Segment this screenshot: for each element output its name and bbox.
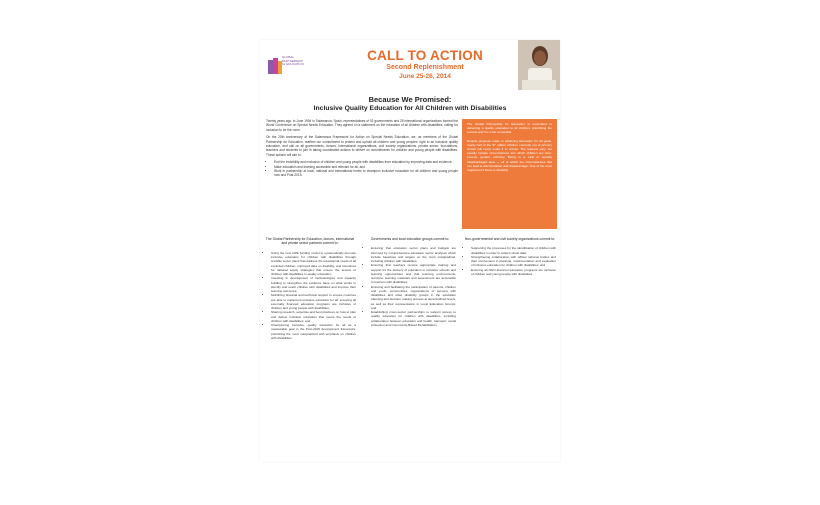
commitments-column-ngos	[464, 237, 556, 276]
banner-subtitle: Second Replenishment	[386, 64, 464, 71]
list-item: • Ensuring all NGO-financed education programs are inclusive of children and young people with disabilities.	[471, 268, 556, 277]
list-item: • Ensuring and facilitating the participation of parents, children and youth, communities, organizations of persons with disabilities and other disability groups in the education planning and decision making process at decentralized levels, as well as their representation in Local Education Groups; and	[371, 285, 456, 311]
column-heading: Non-governmental and civil society organizations commit to:	[464, 237, 556, 241]
header-banner	[260, 40, 560, 90]
commitment-list	[464, 246, 556, 276]
callout-paragraph: The Global Partnership for Education is committed to delivering a quality education to all children, prioritizing the poorest and the most vulnerable.	[467, 122, 552, 135]
list-item: • Establishing cross-sector partnerships to support access to quality education for children with disabilities, including collaboration between education and health, transport, social protection and Community-Based Rehabilitation.	[371, 310, 456, 327]
intro-bullets	[266, 160, 458, 178]
list-item: • Using the new GPE funding model to systematically promote inclusive education for children with disabilities through credible sector plans that address the educational needs of all excluded children, improved data on disability, and incentives for national equity strategies that ensure the access of children with disabilities to quality education;	[271, 251, 356, 277]
commitments-column-governments	[364, 237, 456, 327]
list-item: • Ensuring that education sector plans and budgets are informed by comprehensive education sector analyses which include baselines and targets on the most marginalized, including children with disabilities;	[371, 246, 456, 263]
commitment-list	[264, 251, 356, 340]
column-heading: The Global Partnership for Education, donors, international and private sector partners commit to:	[265, 237, 355, 246]
child-photo	[518, 40, 560, 90]
banner-date: June 25-26, 2014	[399, 73, 451, 80]
banner-title: CALL TO ACTION	[367, 48, 483, 63]
list-item: • Investing in development of methodologies and capacity building to strengthen the evidence base on what works to identify and reach children with disabilities and improve their learning outcomes;	[271, 276, 356, 293]
column-heading: Governments and local education groups commit to:	[370, 237, 450, 241]
callout-paragraph: Despite progress made in achieving Education for All goals, nearly half of the 57 million children currently out of primary school will never make it to school. The reasons vary, but usually include circumstances into which children are born: poverty, gender, ethnicity. Being in a rural or socially disadvantaged area — all of which are circumstances that can lead to discrimination and disadvantage. One of the most neglected of these is disability.	[467, 138, 552, 173]
intro-paragraph: On the 20th anniversary of the Salamanca Framework for Action on Special Needs Education, we, as members of the Global Partnership for Education, reaffirm our commitment to protect and uphold all children and young peoples' right to an inclusive quality education, and call on all governments, donors, international organizations, civil society organizations, private sector, foundations, teachers and students to join in taking coordinated actions to deliver on commitments for children and young people with disabilities. These actions will aim to:	[266, 135, 458, 157]
commitment-list	[364, 246, 456, 327]
list-item: • Ensuring that teachers receive appropriate training and support for the delivery of education in inclusive schools and learning opportunities and that learning environments, curricula, learning materials and assessment are accessible to learners with disabilities;	[371, 263, 456, 284]
commitments-column-gpe	[264, 237, 356, 340]
list-item: • Work in partnership at local, national and international levels to champion inclusive education for all children and young people now and Post-2015.	[274, 169, 458, 178]
logo-text: GLOBAL PARTNERSHIP for EDUCATION	[282, 55, 304, 67]
list-item: • Sharing research, expertise and best practices on how to plan and deliver inclusive education that meets the needs of children with disabilities; and	[271, 310, 356, 323]
intro-paragraph: Twenty years ago, in June 1994 in Salamanca, Spain, representatives of 92 governments and 25 international organizations formed the World Conference on Special Needs Education. They agreed on a statement on the education of all children with disabilities, calling for inclusion to be the norm.	[266, 119, 458, 132]
intro-text	[266, 119, 458, 178]
document-subtitle: Inclusive Quality Education for All Children with Disabilities	[313, 105, 507, 112]
list-item: • Mobilizing financial and technical support to ensure countries are able to implement inclusive education for all, ensuring all externally financed education programs are inclusive of children and young people with disabilities;	[271, 293, 356, 310]
callout-box	[462, 119, 557, 229]
list-item: • Make education and learning accessible and relevant for all; and	[274, 165, 458, 169]
list-item: • Supporting the processes for the identification of children with disabilities in order to collect robust data;	[471, 246, 556, 255]
list-item: • End the invisibility and exclusion of children and young people with disabilities from education by improving data and evidence;	[274, 160, 458, 164]
list-item: • Championing inclusive, quality education for all as a measurable goal in the Post-2015 development framework, prioritizing the most marginalized with emphasis on children with disabilities.	[271, 323, 356, 340]
list-item: • Strengthening collaboration with official national bodies and their involvement in planning, implementation and evaluation of inclusive education for children with disabilities; and	[471, 255, 556, 268]
document-page	[260, 40, 560, 462]
document-title: Because We Promised:	[368, 95, 452, 104]
